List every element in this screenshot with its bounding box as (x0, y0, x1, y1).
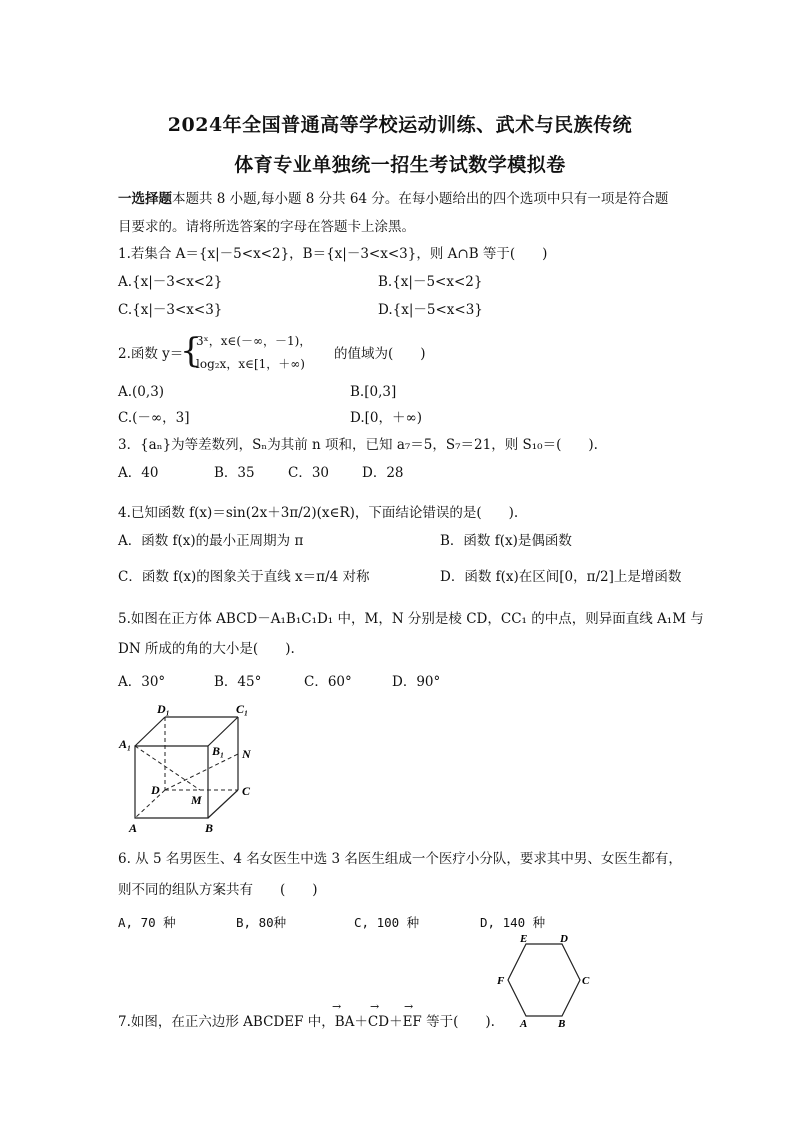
q2-option-c: C.(－∞，3] (118, 410, 190, 426)
q6-option-b: B, 80种 (236, 915, 287, 930)
cube-segment-dn (165, 754, 238, 790)
instruction-line2: 目要求的。请将所选答案的字母在答题卡上涂黑。 (118, 219, 415, 235)
cube-edge-bc (208, 790, 238, 818)
q7-stem: 7.如图，在正六边形 ABCDEF 中，BA＋CD＋EF 等于( ). (118, 1014, 495, 1030)
label-d1: D₁ (157, 702, 170, 716)
q2-option-b: B.[0,3] (350, 384, 397, 400)
q3-option-b: B．35 (214, 465, 255, 481)
q4-stem: 4.已知函数 f(x)＝sin(2x＋3π/2)(x∈R)，下面结论错误的是( ). (118, 505, 519, 521)
instruction-line1: 本题共 8 小题,每小题 8 分共 64 分。在每小题给出的四个选项中只有一项是符合题 (172, 191, 669, 207)
q3-option-d: D．28 (362, 465, 404, 481)
cube-edge-b1c1 (208, 717, 238, 746)
label-m: M (191, 793, 202, 807)
q2-case1: 3ˣ，x∈(－∞，－1)， (196, 334, 312, 348)
hexagon-figure (490, 932, 600, 1028)
label-c: C (242, 784, 251, 798)
cube-edge-a1d1 (135, 717, 165, 746)
q1-option-b: B.{x|－5<x<2} (378, 274, 483, 290)
vector-arrow-icon: → (404, 1000, 414, 1013)
q5-option-b: B．45° (214, 674, 262, 690)
q5-option-a: A．30° (118, 674, 166, 690)
label-a: A (129, 821, 138, 835)
label-a1: A₁ (119, 737, 132, 751)
q2-suffix: 的值域为( ) (334, 346, 426, 362)
q5-option-c: C．60° (304, 674, 352, 690)
section-instruction (118, 190, 668, 208)
q4-option-a: A．函数 f(x)的最小正周期为 π (118, 533, 304, 549)
hexagon-shape (508, 944, 580, 1016)
q1-option-d: D.{x|－5<x<3} (378, 302, 483, 318)
q4-option-d: D．函数 f(x)在区间[0，π/2]上是增函数 (440, 569, 682, 585)
q2-prefix: 2.函数 y＝ (118, 346, 184, 362)
q1-stem: 1.若集合 A＝{x|－5<x<2}，B＝{x|－3<x<3}，则 A∩B 等于( ) (118, 246, 548, 262)
q6-stem-line1: 6. 从 5 名男医生、4 名女医生中选 3 名医生组成一个医疗小分队，要求其中男、女医生都有， (118, 851, 682, 867)
hex-label-c: C (582, 975, 590, 987)
cube-edge-ad (135, 790, 165, 818)
q2-option-a: A.(0,3) (118, 384, 165, 400)
label-b1: B₁ (212, 744, 225, 758)
cube-front-face (135, 746, 208, 818)
q1-option-c: C.{x|－3<x<3} (118, 302, 223, 318)
q2-case2: log₂x，x∈[1，＋∞) (196, 357, 305, 371)
q5-stem-line2: DN 所成的角的大小是( ). (118, 641, 295, 657)
q6-option-c: C, 100 种 (354, 915, 420, 930)
q6-option-d: D, 140 种 (480, 915, 546, 930)
q6-option-a: A, 70 种 (118, 915, 176, 930)
q2-brace: { (180, 331, 202, 371)
hex-label-b: B (558, 1018, 566, 1028)
exam-title-line2: 体育专业单独统一招生考试数学模拟卷 (234, 154, 566, 176)
q5-option-d: D．90° (392, 674, 441, 690)
section-heading: 一选择题 (118, 191, 172, 207)
q4-option-b: B．函数 f(x)是偶函数 (440, 533, 572, 549)
hex-label-a: A (520, 1018, 528, 1028)
q6-stem-line2: 则不同的组队方案共有 ( ) (118, 882, 318, 898)
cube-segment-a1m (135, 746, 200, 790)
hex-label-f: F (497, 975, 505, 987)
q2-option-d: D.[0，＋∞) (350, 410, 423, 426)
label-b: B (205, 821, 214, 835)
hex-label-e: E (520, 933, 528, 945)
label-n: N (242, 747, 251, 761)
exam-title-line1: 2024年全国普通高等学校运动训练、武术与民族传统 (167, 114, 633, 136)
label-d: D (151, 783, 160, 797)
q3-option-c: C．30 (288, 465, 330, 481)
q3-option-a: A．40 (118, 465, 159, 481)
vector-arrow-icon: → (332, 1000, 342, 1013)
cube-figure (115, 700, 275, 840)
q4-option-c: C．函数 f(x)的图象关于直线 x＝π/4 对称 (118, 569, 370, 585)
label-c1: C₁ (236, 702, 249, 716)
hex-label-d: D (560, 933, 568, 945)
q1-option-a: A.{x|－3<x<2} (118, 274, 223, 290)
q5-stem-line1: 5.如图在正方体 ABCD－A₁B₁C₁D₁ 中，M，N 分别是棱 CD，CC₁ 的中点，则异面直线 A₁M 与 (118, 611, 704, 627)
q3-stem: 3．{aₙ}为等差数列，Sₙ为其前 n 项和，已知 a₇＝5，S₇＝21，则 S₁₀＝( ). (118, 437, 598, 453)
vector-arrow-icon: → (370, 1000, 380, 1013)
